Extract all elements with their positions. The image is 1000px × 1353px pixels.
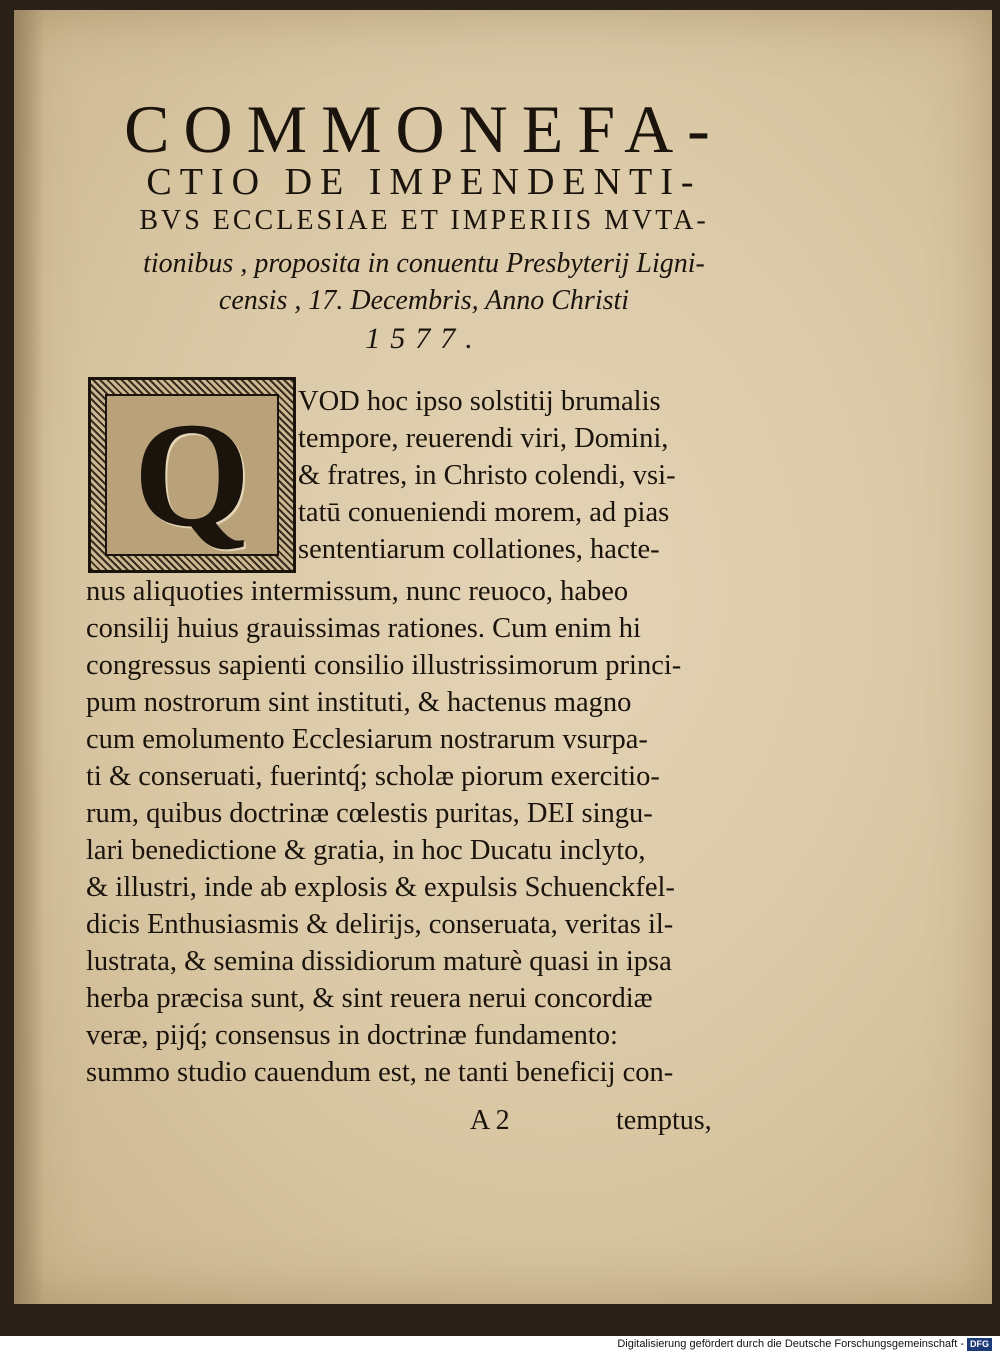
body-line: & fratres, in Christo colendi, vsi-: [298, 460, 676, 491]
body-line: sententiarum collationes, hacte-: [298, 534, 660, 565]
heading-line-2: CTIO DE IMPENDENTI-: [146, 161, 702, 203]
body-line: ti & conseruati, fuerintq́; scholæ piorum exercitio-: [86, 761, 660, 792]
heading-year: 1577.: [365, 322, 483, 355]
page-gutter-shadow: [14, 10, 44, 1304]
body-line: congressus sapienti consilio illustrissimorum princi-: [86, 650, 682, 681]
body-line: lari benedictione & gratia, in hoc Ducatu inclyto,: [86, 835, 646, 866]
body-line: consilij huius grauissimas rationes. Cum enim hi: [86, 613, 641, 644]
body-line: summo studio cauendum est, ne tanti beneficij con-: [86, 1057, 674, 1088]
body-line: VOD hoc ipso solstitij brumalis: [298, 386, 661, 417]
heading-line-1: COMMONEFA-: [124, 91, 724, 167]
body-line: cum emolumento Ecclesiarum nostrarum vsurpa-: [86, 724, 648, 755]
decorated-initial: [88, 377, 296, 573]
heading-line-5: censis , 17. Decembris, Anno Christi: [218, 285, 630, 316]
catchword: temptus,: [616, 1105, 712, 1136]
book-page: [14, 10, 992, 1304]
body-line: nus aliquoties intermissum, nunc reuoco, habeo: [86, 576, 629, 607]
initial-letter: Q: [133, 392, 251, 558]
initial-panel: [105, 394, 279, 556]
body-line: rum, quibus doctrinæ cœlestis puritas, DEI singu-: [86, 798, 653, 829]
credit-text: Digitalisierung gefördert durch die Deutsche Forschungsgemeinschaft -: [617, 1338, 964, 1350]
body-line: lustrata, & semina dissidiorum maturè quasi in ipsa: [86, 946, 672, 977]
body-line: veræ, pijq́; consensus in doctrinæ fundamento:: [86, 1020, 618, 1051]
digitization-credit: [617, 1337, 992, 1351]
heading-line-3: BVS ECCLESIAE ET IMPERIIS MVTA-: [139, 205, 709, 236]
body-line: tempore, reuerendi viri, Domini,: [298, 423, 669, 454]
body-line: herba præcisa sunt, & sint reuera nerui concordiæ: [86, 983, 653, 1014]
signature-mark: A 2: [470, 1105, 510, 1136]
body-line: tatū conueniendi morem, ad pias: [298, 497, 670, 528]
body-line: dicis Enthusiasmis & delirijs, conseruata, veritas il-: [86, 909, 674, 940]
heading-line-4: tionibus , proposita in conuentu Presbyterij Ligni-: [143, 248, 705, 279]
body-line: & illustri, inde ab explosis & expulsis Schuenckfel-: [86, 872, 675, 903]
body-line: pum nostrorum sint instituti, & hactenus magno: [86, 687, 632, 718]
dfg-logo-icon: DFG: [967, 1338, 992, 1351]
